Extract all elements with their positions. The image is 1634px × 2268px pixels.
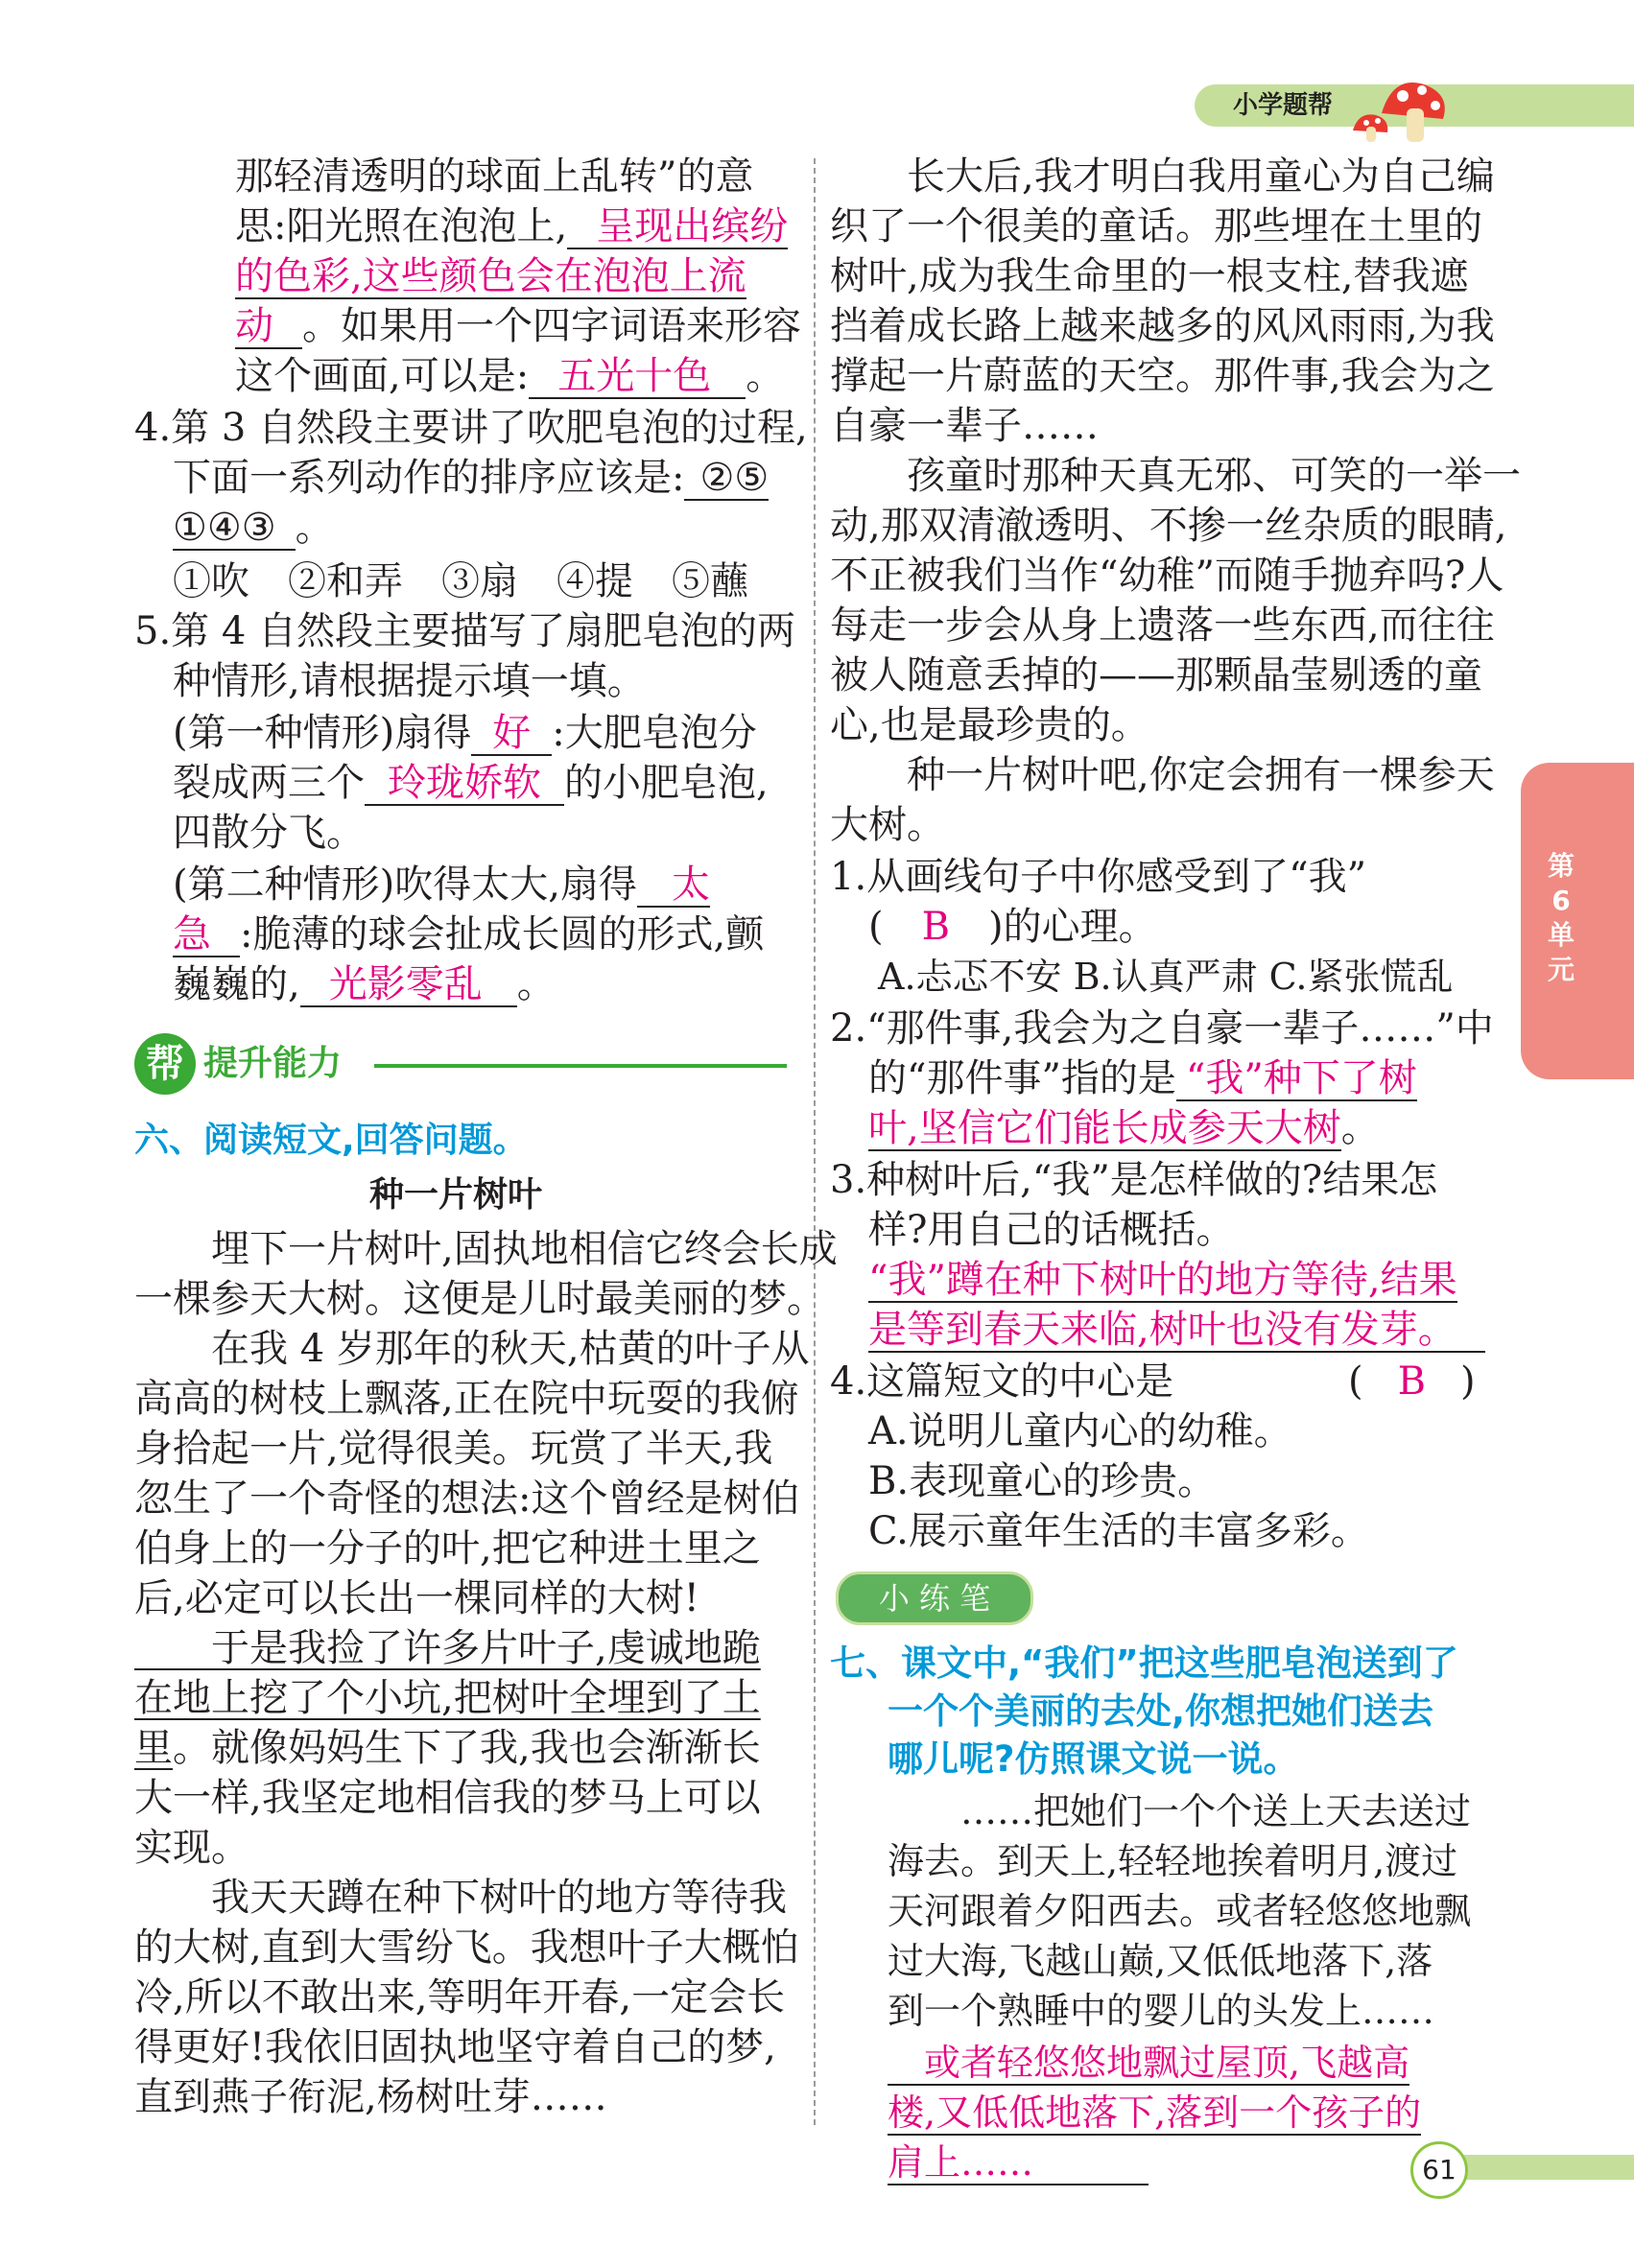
- q5-line6-text: (第二种情形)吹得太大,扇得: [173, 862, 637, 907]
- q5-answer-1: 好: [471, 712, 552, 756]
- q7-line2: 一个个美丽的去处,你想把她们送去: [888, 1690, 1434, 1732]
- q3-line5-text: 这个画面,可以是:: [235, 354, 530, 398]
- q4-line2: [173, 455, 769, 501]
- passage-underlined-line: 在地上挖了个小坑,把树叶全埋到了土: [134, 1676, 761, 1720]
- passage-after-underline: 。就像妈妈生下了我,我也会渐渐长: [173, 1726, 761, 1770]
- passage-line: 动,那双清澈透明、不掺一丝杂质的眼睛,: [830, 504, 1507, 548]
- q4-option-c: C.展示童年生活的丰富多彩。: [868, 1509, 1369, 1553]
- passage-title: 种一片树叶: [369, 1175, 543, 1215]
- q4-answer: B: [1397, 1359, 1427, 1404]
- page-number: 61: [1410, 2141, 1468, 2199]
- q4-line1: 4.这篇短文的中心是: [830, 1359, 1174, 1404]
- section6-title: 六、阅读短文,回答问题。: [134, 1121, 528, 1160]
- passage-line: 每走一步会从身上遗落一些东西,而往往: [830, 603, 1495, 648]
- q5-answer-4: 急: [173, 913, 240, 957]
- passage-line: 大树。: [830, 803, 945, 847]
- unit-side-tab-line2: 单元: [1547, 919, 1575, 985]
- q5-line4-end: 的小肥皂泡,: [564, 761, 769, 805]
- q3-line4: [235, 303, 801, 349]
- passage-line: 树叶,成为我生命里的一根支柱,替我遮: [830, 254, 1469, 298]
- passage-line: 我天天蹲在种下树叶的地方等待我: [134, 1876, 787, 1920]
- q1-paren-open: (: [868, 905, 884, 949]
- q4-paren-open: (: [1348, 1359, 1363, 1404]
- q1-line2: [868, 904, 1157, 950]
- passage-line: 冷,所以不敢出来,等明年开春,一定会长: [134, 1975, 786, 2020]
- q3-line1: 那轻清透明的球面上乱转”的意: [235, 154, 754, 199]
- q3-answer-1: “我”蹲在种下树叶的地方等待,结果: [868, 1258, 1457, 1302]
- passage-line: 实现。: [134, 1826, 249, 1870]
- q5-line4: [173, 760, 769, 806]
- passage-line: 伯身上的一分子的叶,把它种进土里之: [134, 1526, 761, 1571]
- q1-answer: B: [921, 905, 951, 949]
- mushroom-icon: [1343, 56, 1468, 144]
- passage-line: 身拾起一片,觉得很美。玩赏了半天,我: [134, 1427, 773, 1471]
- passage-line: 直到燕子衔泥,杨树吐芽……: [134, 2075, 607, 2119]
- q5-line7-text: :脆薄的球会扯成长圆的形式,颤: [240, 912, 765, 957]
- practice-badge: 小 练 笔: [836, 1571, 1033, 1625]
- q7-example-line: 到一个熟睡中的婴儿的头发上……: [888, 1990, 1435, 2032]
- passage-underlined-end: 里: [134, 1726, 173, 1770]
- q2-line2-text: 的“那件事”指的是: [868, 1056, 1176, 1100]
- q2-line2: [868, 1055, 1417, 1101]
- banner-title: 提升能力: [203, 1044, 343, 1083]
- q3-line4-text: 。如果用一个四字词语来形容: [302, 304, 801, 348]
- q7-line1: 七、课文中,“我们”把这些肥皂泡送到了: [830, 1642, 1458, 1684]
- passage-line: 在我 4 岁那年的秋天,枯黄的叶子从: [134, 1327, 810, 1371]
- q5-line2: 种情形,请根据提示填一填。: [173, 659, 646, 703]
- q1-options: A.忐忑不安 B.认真严肃 C.紧张慌乱: [878, 956, 1454, 998]
- q5-line5: 四散分飞。: [173, 811, 365, 855]
- q4-line1: 4.第 3 自然段主要讲了吹肥皂泡的过程,: [134, 406, 808, 450]
- unit-side-tab: [1521, 763, 1634, 1079]
- passage-line: 的大树,直到大雪纷飞。我想叶子大概怕: [134, 1925, 799, 1970]
- q1-line2-end: )的心理。: [988, 905, 1157, 949]
- q5-line1: 5.第 4 自然段主要描写了扇肥皂泡的两: [134, 609, 796, 653]
- q4-line3: [173, 505, 334, 551]
- q4-answer-1: ②⑤: [684, 457, 769, 501]
- q7-answer-3: 肩上……: [888, 2141, 1149, 2185]
- q7-example-line: ……把她们一个个送上天去送过: [888, 1790, 1472, 1832]
- q5-line3-end: :大肥皂泡分: [552, 711, 757, 755]
- passage-line: 一棵参天大树。这便是儿时最美丽的梦。: [134, 1277, 825, 1321]
- q1-line1: 1.从画线句子中你感受到了“我”: [830, 855, 1367, 899]
- q2-line3-end: 。: [1340, 1106, 1380, 1150]
- q3-line5: [235, 353, 784, 399]
- passage-line: 后,必定可以长出一棵同样的大树!: [134, 1576, 699, 1620]
- q3-answer-4: 五光十色: [529, 355, 746, 399]
- q2-answer-2: 叶,坚信它们能长成参天大树: [868, 1106, 1341, 1150]
- q5-answer-5: 光影零乱: [300, 963, 517, 1007]
- q2-answer-1: “我”种下了树: [1176, 1057, 1417, 1101]
- q4-option-b: B.表现童心的珍贵。: [868, 1459, 1217, 1503]
- passage-line: 撑起一片蔚蓝的天空。那件事,我会为之: [830, 354, 1495, 398]
- q3-answer-2: 是等到春天来临,树叶也没有发芽。: [868, 1309, 1485, 1353]
- passage-line: 忽生了一个奇怪的想法:这个曾经是树伯: [134, 1477, 800, 1521]
- q3-line5-end: 。: [746, 354, 785, 398]
- q7-line3: 哪儿呢?仿照课文说一说。: [888, 1738, 1299, 1780]
- q5-answer-3: 太: [637, 863, 710, 908]
- banner-rule: [374, 1064, 787, 1068]
- q5-line4-text: 裂成两三个: [173, 761, 365, 805]
- passage-line: 得更好!我依旧固执地坚守着自己的梦,: [134, 2025, 776, 2069]
- passage-line: 心,也是最珍贵的。: [830, 703, 1149, 747]
- q7-example-line: 天河跟着夕阳西去。或者轻悠悠地飘: [888, 1890, 1472, 1932]
- passage-line: 长大后,我才明白我用童心为自己编: [830, 154, 1495, 199]
- q3-answer-3: 动: [235, 305, 302, 349]
- passage-line: 自豪一辈子……: [830, 404, 1099, 448]
- header-brand: 小学题帮: [1233, 91, 1334, 120]
- q5-line3: [173, 710, 757, 756]
- passage-line: 不正被我们当作“幼稚”而随手抛弃吗?人: [830, 554, 1504, 598]
- q2-line3: [868, 1105, 1380, 1151]
- q5-line8: [173, 961, 556, 1007]
- q5-line7: [173, 911, 764, 957]
- passage-line: 埋下一片树叶,固执地相信它终会长成: [134, 1227, 838, 1271]
- q3-line2-text: 思:阳光照在泡泡上,: [235, 204, 568, 248]
- q5-line8-end: 。: [516, 962, 556, 1006]
- q4-answer-2: ①④③: [173, 507, 296, 551]
- q3-line2: 样?用自己的话概括。: [868, 1208, 1235, 1252]
- q4-option-a: A.说明儿童内心的幼稚。: [868, 1409, 1292, 1453]
- q4-options: ①吹 ②和弄 ③扇 ④提 ⑤蘸: [173, 559, 748, 603]
- column-divider: [814, 158, 816, 2125]
- passage-line: 孩童时那种天真无邪、可笑的一举一: [830, 454, 1521, 498]
- q3-line2: [235, 203, 788, 249]
- q5-line3-text: (第一种情形)扇得: [173, 711, 472, 755]
- passage-line: 大一样,我坚定地相信我的梦马上可以: [134, 1776, 761, 1820]
- q7-example-line: 过大海,飞越山巅,又低低地落下,落: [888, 1940, 1433, 1982]
- q3-answer-2: 的色彩,这些颜色会在泡泡上流: [235, 254, 746, 298]
- banner-icon: 帮: [134, 1033, 196, 1095]
- q4-line3-end: 。: [295, 506, 334, 550]
- q4-answer-paren: [1348, 1358, 1476, 1405]
- q5-line8-text: 巍巍的,: [173, 962, 300, 1006]
- q3-line1: 3.种树叶后,“我”是怎样做的?结果怎: [830, 1158, 1438, 1202]
- passage-underlined-line: 于是我捡了许多片叶子,虔诚地跪: [134, 1626, 761, 1670]
- q7-answer-1: 或者轻悠悠地飘过屋顶,飞越高: [888, 2042, 1410, 2084]
- passage-line: 织了一个很美的童话。那些埋在土里的: [830, 204, 1482, 248]
- q7-example-line: 海去。到天上,轻轻地挨着明月,渡过: [888, 1840, 1458, 1882]
- q4-line2-text: 下面一系列动作的排序应该是:: [173, 456, 685, 500]
- section-banner: [134, 1031, 787, 1099]
- passage-line: 被人随意丢掉的——那颗晶莹剔透的童: [830, 653, 1482, 697]
- passage-line: 高高的树枝上飘落,正在院中玩耍的我俯: [134, 1377, 799, 1421]
- passage-line-mixed: [134, 1725, 761, 1771]
- passage-line: 种一片树叶吧,你定会拥有一棵参天: [830, 753, 1495, 797]
- q7-answer-2: 楼,又低低地落下,落到一个孩子的: [888, 2091, 1422, 2134]
- q4-paren-close: ): [1460, 1359, 1476, 1404]
- q5-line6: [173, 862, 710, 908]
- q2-line1: 2.“那件事,我会为之自豪一辈子……”中: [830, 1006, 1494, 1051]
- q3-answer-1: 呈现出缤纷: [567, 205, 788, 249]
- unit-side-tab-line1: 第6: [1547, 850, 1575, 916]
- q5-answer-2: 玲珑娇软: [365, 762, 564, 806]
- passage-line: 挡着成长路上越来越多的风风雨雨,为我: [830, 304, 1495, 348]
